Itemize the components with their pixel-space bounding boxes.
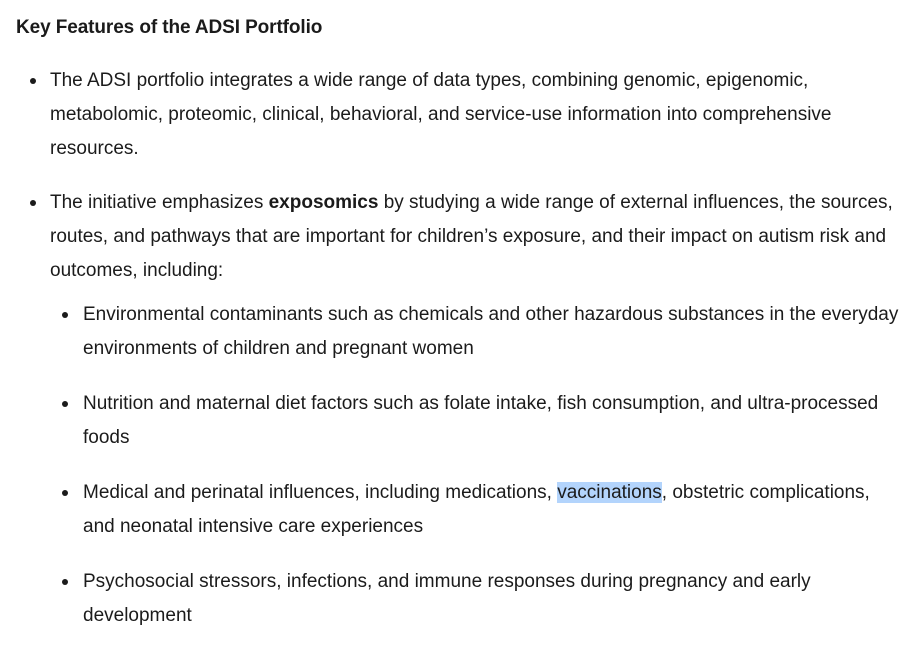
list-item-text: The ADSI portfolio integrates a wide range of data types, combining genomic, epigenomic, metabolomic, proteomic, clinical, behavioral, and service-use information into comprehensive resources. [50, 70, 832, 159]
list-item-exposomics [16, 186, 902, 633]
sublist-item-text: Nutrition and maternal diet factors such as folate intake, fish consumption, and ultra-processed foods [83, 393, 879, 448]
sublist-item-text: Psychosocial stressors, infections, and immune responses during pregnancy and early development [83, 571, 811, 626]
section-heading: Key Features of the ADSI Portfolio [16, 17, 323, 38]
sublist-item-nutrition [50, 387, 902, 455]
sublist-item-text: Environmental contaminants such as chemicals and other hazardous substances in the everyday environments of children and pregnant women [83, 304, 899, 359]
exposomics-term: exposomics [268, 192, 379, 213]
sublist-item-text-end: , obstetric complications, and neonatal intensive care experiences [83, 482, 870, 537]
list-item-text-end: by studying a wide range of external influences, the sources, routes, and pathways that are important for children’s exposure, and their impact on autism risk and outcomes, including: [50, 192, 893, 281]
selected-text-vaccinations[interactable]: vaccinations [557, 482, 662, 503]
list-item-text-start: The initiative emphasizes [50, 192, 269, 213]
list-item-data-integration [16, 64, 902, 166]
features-list [16, 64, 902, 633]
sublist-item-text-start: Medical and perinatal influences, including medications, [83, 482, 558, 503]
sublist-item-medical [50, 476, 902, 544]
exposomics-sublist [50, 298, 902, 633]
sublist-item-environmental [50, 298, 902, 366]
sublist-item-psychosocial [50, 565, 902, 633]
